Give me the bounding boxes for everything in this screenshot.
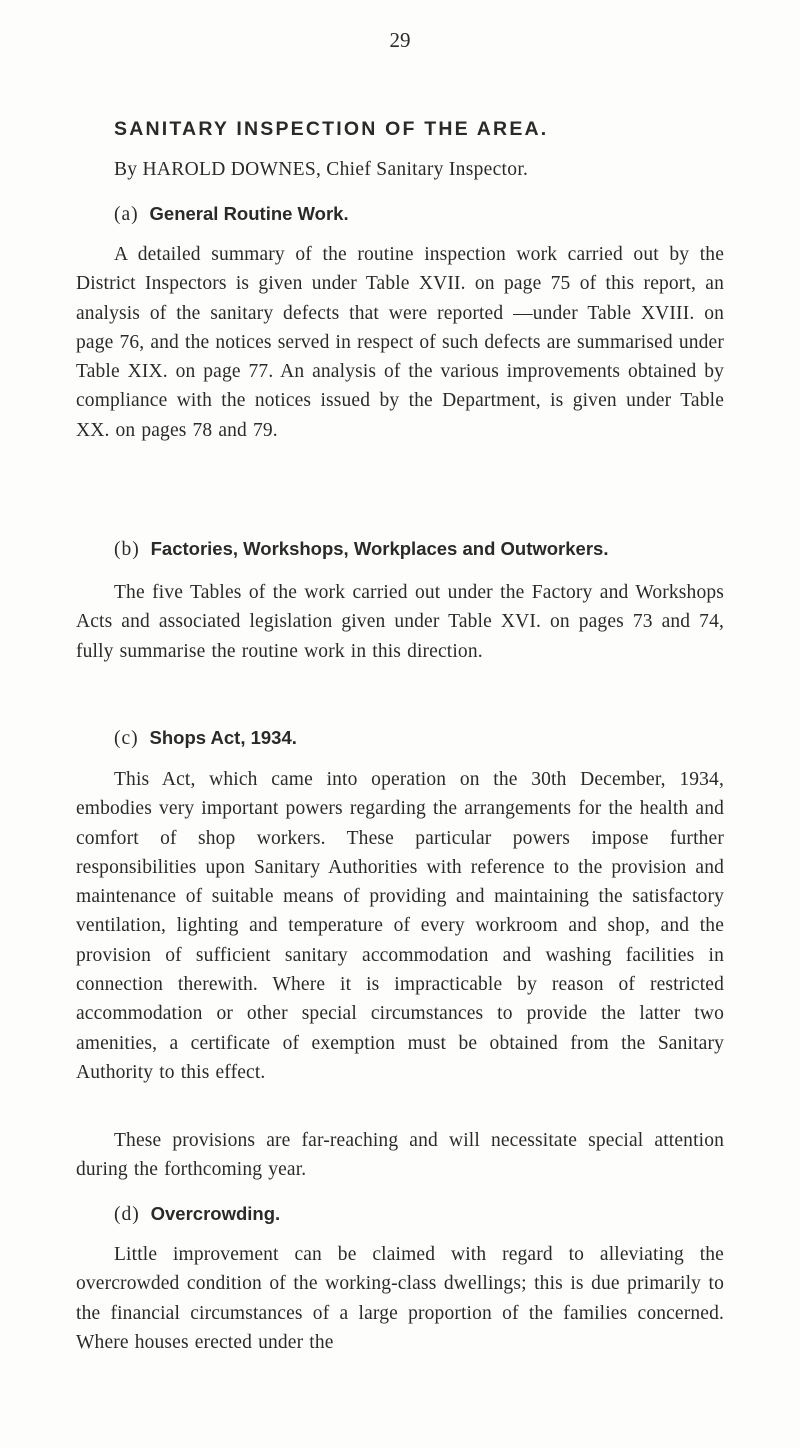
- paragraph: A detailed summary of the routine inspection work carried out by the District Inspectors is given under Table XVII. on page 75 of this report, an analysis of the sanitary defects that were reported —under Table XVIII. on page 76, and the notices served in respect of such defects are summarised under Table XIX. on page 77. An analysis of the various improvements obtained by compliance with the notices issued by the Department, is given under Table XX. on pages 78 and 79.: [76, 244, 724, 441]
- section-heading-factories-workshops: [114, 538, 608, 561]
- section-heading-overcrowding: [114, 1203, 280, 1226]
- section-heading-shops-act: [114, 727, 297, 750]
- paragraph: These provisions are far-reaching and will necessitate special attention during the forthcoming year.: [76, 1130, 724, 1181]
- paragraph: This Act, which came into operation on the 30th December, 1934, embodies very important powers regarding the arrangements for the health and comfort of shop workers. These particular powers impose further responsibilities upon Sanitary Authorities with reference to the provision and maintenance of suitable means of providing and maintaining the satisfactory ventilation, lighting and temperature of every workroom and shop, and the provision of sufficient sanitary accommodation and washing facilities in connection therewith. Where it is impracticable by reason of restricted accommodation or other special circumstances to provide the latter two amenities, a certificate of exemption must be obtained from the Sanitary Authority to this effect.: [76, 769, 724, 1083]
- section-title: General Routine Work.: [149, 203, 349, 224]
- section-label: (d): [114, 1204, 140, 1225]
- section-label: (a): [114, 204, 139, 225]
- page-number: 29: [389, 28, 411, 52]
- section-heading-general-routine-work: [114, 203, 349, 226]
- document-title: SANITARY INSPECTION OF THE AREA.: [114, 118, 549, 140]
- section-label: (b): [114, 539, 140, 560]
- section-label: (c): [114, 728, 139, 749]
- section-title: Shops Act, 1934.: [149, 727, 297, 748]
- paragraph: The five Tables of the work carried out under the Factory and Workshops Acts and associated legislation given under Table XVI. on pages 73 and 74, fully summarise the routine work in this direction.: [76, 582, 724, 662]
- paragraph: Little improvement can be claimed with regard to alleviating the overcrowded condition of the working-class dwellings; this is due primarily to the financial circumstances of a large proportion of the families concerned. Where houses erected under the: [76, 1244, 724, 1353]
- section-title: Overcrowding.: [150, 1203, 281, 1224]
- section-title: Factories, Workshops, Workplaces and Outworkers.: [150, 538, 609, 559]
- byline: By HAROLD DOWNES, Chief Sanitary Inspector.: [114, 159, 529, 180]
